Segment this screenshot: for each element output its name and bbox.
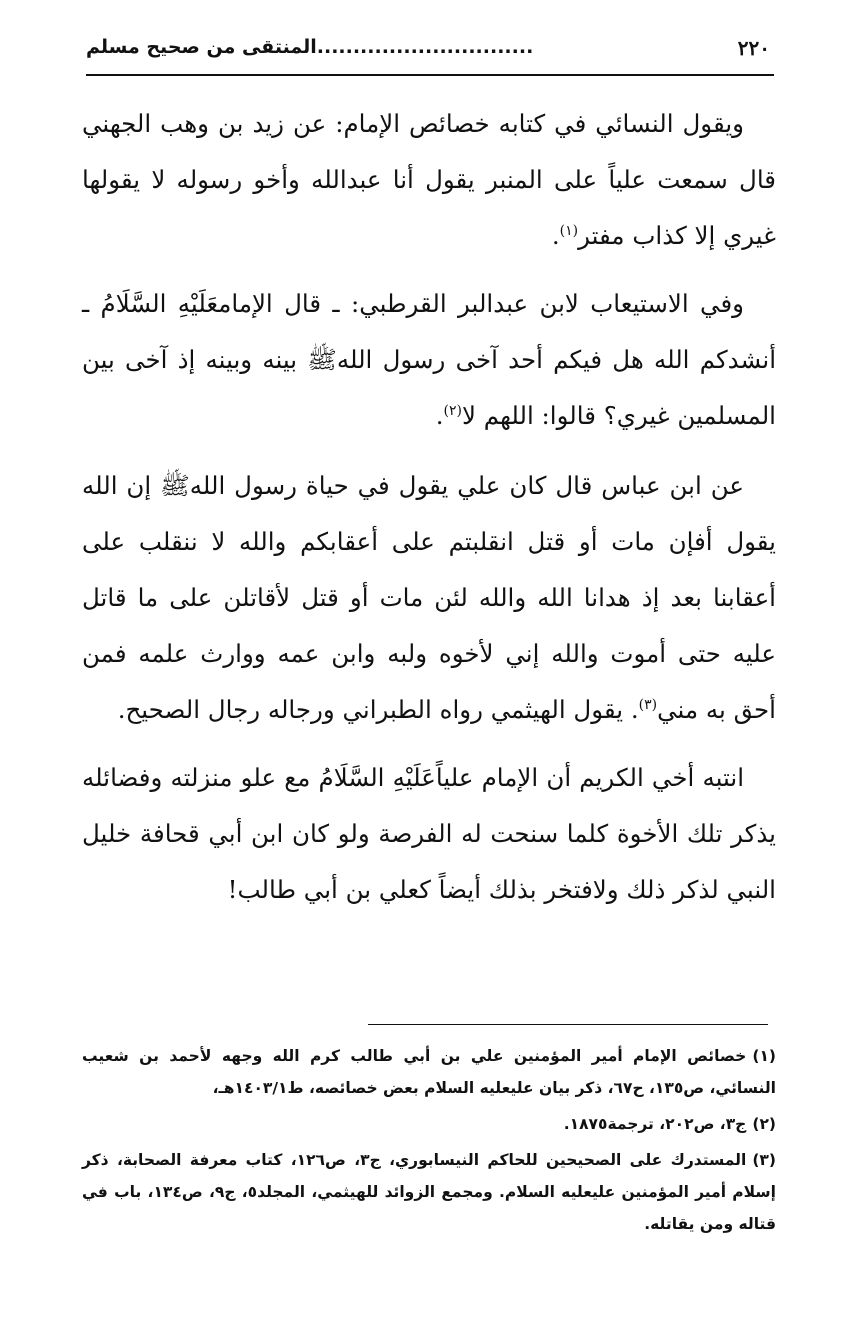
footnote-number: (١)	[752, 1047, 776, 1065]
footnote-item	[82, 1144, 776, 1240]
footnote-text: المستدرك على الصحيحين للحاكم النيسابوري، ج٣، ص١٢٦، كتاب معرفة الصحابة، ذكر إسلام أمير المؤمنين عليعليه السلام. ومجمع الزوائد للهيثمي، المجلد٥، ج٩، ص١٣٤، باب في قتاله ومن يقاتله.	[82, 1151, 776, 1233]
footnotes	[82, 1040, 776, 1244]
page-number: ٢٢٠	[737, 36, 770, 60]
footnote-item	[82, 1040, 776, 1104]
footnote-ref[interactable]: (٢)	[443, 402, 463, 419]
paragraph: انتبه أخي الكريم أن الإمام علياًعَلَيْهِ السَّلَامُ مع علو منزلته وفضائله يذكر تلك الأخوة كلما سنحت له الفرصة ولو كان ابن أبي قحافة خليل النبي لذكر ذلك ولافتخر بذلك أيضاً كعلي بن أبي طالب!	[82, 763, 776, 904]
footnote-ref[interactable]: (١)	[559, 222, 579, 239]
footnote-number: (٢)	[752, 1115, 776, 1133]
footnote-separator	[368, 1024, 768, 1025]
footnote-number: (٣)	[752, 1151, 776, 1169]
paragraph: عن ابن عباس قال كان علي يقول في حياة رسول اللهﷺ إن الله يقول أفإن مات أو قتل انقلبتم على أعقابكم والله لا ننقلب على أعقابنا بعد إذ هدانا الله والله لئن مات أو قتل لأقاتلن على ما قاتل عليه حتى أموت والله إني لأخوه ولبه وابن عمه ووارث علمه فمن أحق به مني$^{(٣)}$. يقول الهيثمي رواه الطبراني ورجاله رجال الصحيح.	[82, 471, 776, 724]
footnote-ref[interactable]: (٣)	[638, 696, 658, 713]
main-text	[82, 96, 776, 928]
page-header	[86, 28, 774, 76]
footnote-item	[82, 1108, 776, 1140]
paragraph: وفي الاستيعاب لابن عبدالبر القرطبي: ـ قال الإمامعَلَيْهِ السَّلَامُ ـ أنشدكم الله هل فيكم أحد آخى رسول اللهﷺ بينه وبينه إذ آخى بين المسلمين غيري؟ قالوا: اللهم لا$^{(٢)}$.	[82, 289, 776, 430]
footnote-text: خصائص الإمام أمير المؤمنين علي بن أبي طالب كرم الله وجهه لأحمد بن شعيب النسائي، ص١٣٥، ح٦٧، ذكر بيان عليعليه السلام بعض خصائصه، ط١٤٠٣/١هـ،	[82, 1047, 776, 1097]
running-title: ..............................المنتقى من صحيح مسلم	[86, 36, 534, 58]
paragraph: ويقول النسائي في كتابه خصائص الإمام: عن زيد بن وهب الجهني قال سمعت علياً على المنبر يقول أنا عبدالله وأخو رسوله لا يقولها غيري إلا كذاب مفتر$^{(١)}$.	[82, 109, 776, 250]
footnote-text: ج٣، ص٢٠٢، ترجمة١٨٧٥.	[563, 1115, 747, 1133]
